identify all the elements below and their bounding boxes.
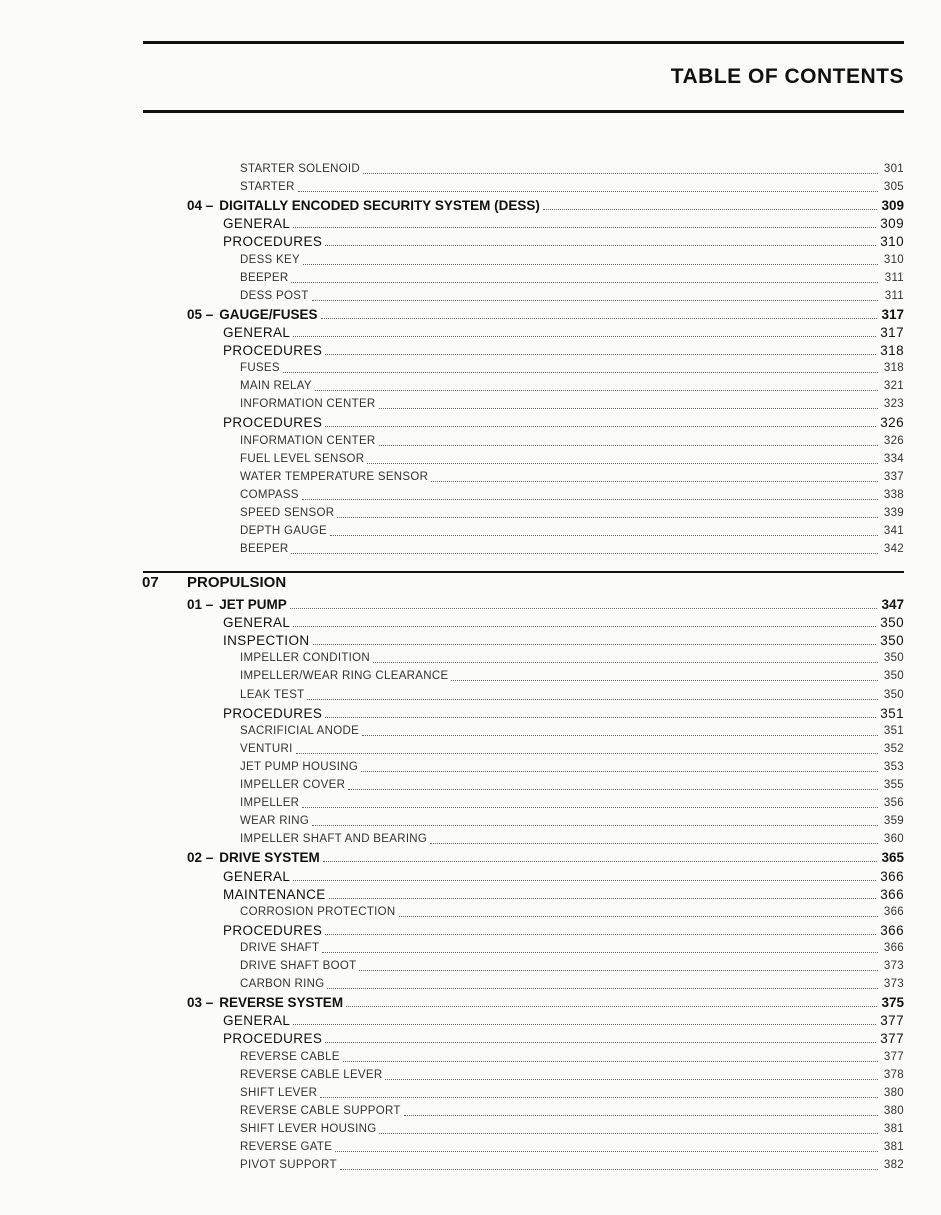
dot-leader bbox=[307, 698, 878, 700]
toc-entry[interactable] bbox=[240, 521, 904, 539]
dot-leader bbox=[322, 951, 878, 953]
toc-entry-page: 350 bbox=[883, 670, 904, 683]
toc-entry-label: REVERSE GATE bbox=[240, 1141, 333, 1153]
toc-entry-page: 380 bbox=[883, 1104, 904, 1117]
dot-leader bbox=[335, 1150, 878, 1152]
dot-leader bbox=[293, 226, 876, 228]
toc-entry-page: 310 bbox=[883, 253, 904, 266]
toc-entry-label: IMPELLER/WEAR RING CLEARANCE bbox=[240, 670, 449, 683]
toc-entry[interactable] bbox=[240, 685, 904, 703]
toc-entry-page: 317 bbox=[881, 306, 904, 322]
toc-entry[interactable] bbox=[240, 358, 904, 376]
toc-entry-page: 355 bbox=[883, 779, 904, 791]
dot-leader bbox=[543, 208, 878, 210]
dot-leader bbox=[363, 172, 878, 174]
toc-entry-label: JET PUMP HOUSING bbox=[240, 760, 359, 773]
toc-entry[interactable] bbox=[240, 485, 904, 503]
toc-entry[interactable] bbox=[223, 920, 904, 938]
header-top-rule bbox=[143, 41, 904, 44]
toc-entry[interactable] bbox=[187, 195, 904, 213]
toc-entry-page: 337 bbox=[883, 470, 904, 483]
dot-leader bbox=[404, 1114, 878, 1116]
dot-leader bbox=[293, 625, 876, 627]
toc-entry-label: INSPECTION bbox=[223, 633, 310, 649]
toc-entry-label: PROCEDURES bbox=[223, 1031, 323, 1047]
dot-leader bbox=[330, 534, 878, 536]
toc-entry-label: WATER TEMPERATURE SENSOR bbox=[240, 470, 429, 483]
toc-entry-label: PIVOT SUPPORT bbox=[240, 1159, 337, 1172]
toc-entry-page: 375 bbox=[881, 995, 904, 1011]
toc-entry-label: PROCEDURES bbox=[223, 234, 323, 250]
toc-entry-label: MAIN RELAY bbox=[240, 380, 312, 393]
dot-leader bbox=[323, 860, 878, 862]
toc-entry-label: GAUGE/FUSES bbox=[219, 306, 318, 322]
dot-leader bbox=[312, 824, 878, 826]
toc-entry-page: 347 bbox=[881, 597, 904, 612]
toc-entry[interactable] bbox=[240, 739, 904, 757]
toc-entry-label: MAINTENANCE bbox=[223, 886, 326, 902]
dot-leader bbox=[290, 607, 878, 609]
toc-entry-page: 381 bbox=[883, 1122, 904, 1135]
toc-entry-page: 352 bbox=[883, 742, 904, 755]
toc-entry-label: BEEPER bbox=[240, 271, 289, 284]
dot-leader bbox=[291, 552, 878, 554]
toc-entry[interactable] bbox=[240, 721, 904, 739]
toc-entry-number: 02 – bbox=[187, 850, 214, 866]
toc-entry-label: FUSES bbox=[240, 362, 280, 375]
toc-entry-label: REVERSE CABLE SUPPORT bbox=[240, 1104, 401, 1117]
toc-entry[interactable] bbox=[240, 431, 904, 449]
header-bottom-rule bbox=[143, 110, 904, 113]
toc-entry-page: 373 bbox=[883, 960, 904, 972]
dot-leader bbox=[325, 425, 876, 427]
toc-entry-page: 311 bbox=[884, 271, 904, 284]
toc-entry[interactable] bbox=[240, 159, 904, 177]
page-title: TABLE OF CONTENTS bbox=[670, 65, 904, 88]
dot-leader bbox=[291, 281, 878, 283]
toc-entry[interactable] bbox=[240, 811, 904, 829]
toc-entry-page: 366 bbox=[880, 868, 904, 884]
toc-entry-label: DESS KEY bbox=[240, 253, 300, 266]
toc-entry-label: STARTER bbox=[240, 181, 295, 194]
dot-leader bbox=[315, 389, 878, 391]
toc-entry-label: SACRIFICIAL ANODE bbox=[240, 724, 360, 737]
toc-entry-page: 338 bbox=[883, 488, 904, 501]
toc-entry-page: 359 bbox=[883, 815, 904, 828]
toc-entry-page: 318 bbox=[883, 362, 904, 375]
toc-entry[interactable] bbox=[223, 1028, 904, 1046]
toc-entry-page: 356 bbox=[883, 797, 904, 810]
toc-entry-page: 350 bbox=[883, 688, 904, 701]
toc-entry-label: REVERSE CABLE bbox=[240, 1050, 340, 1063]
dot-leader bbox=[302, 498, 878, 500]
dot-leader bbox=[451, 679, 878, 681]
dot-leader bbox=[348, 788, 878, 790]
toc-entry-page: 360 bbox=[883, 833, 904, 846]
toc-entry-page: 350 bbox=[880, 615, 904, 631]
toc-entry-page: 366 bbox=[880, 922, 904, 938]
dot-leader bbox=[337, 516, 878, 518]
toc-entry-label: SPEED SENSOR bbox=[240, 506, 335, 519]
toc-entry[interactable] bbox=[240, 503, 904, 521]
toc-entry-label: PROCEDURES bbox=[223, 415, 323, 431]
dot-leader bbox=[385, 1078, 878, 1080]
toc-entry-page: 351 bbox=[880, 705, 904, 721]
dot-leader bbox=[379, 444, 878, 446]
toc-entry-page: 351 bbox=[883, 724, 904, 737]
dot-leader bbox=[325, 244, 876, 246]
toc-entry-page: 309 bbox=[880, 216, 904, 232]
toc-entry-page: 381 bbox=[883, 1141, 904, 1153]
toc-entry-label: INFORMATION CENTER bbox=[240, 398, 376, 411]
toc-entry-page: 350 bbox=[880, 633, 904, 649]
dot-leader bbox=[359, 969, 878, 971]
toc-entry-label: DEPTH GAUGE bbox=[240, 525, 328, 537]
toc-entry-page: 326 bbox=[880, 415, 904, 431]
toc-entry-label: COMPASS bbox=[240, 488, 299, 501]
toc-entry[interactable] bbox=[240, 467, 904, 485]
dot-leader bbox=[327, 987, 878, 989]
toc-entry[interactable] bbox=[223, 884, 904, 902]
chapter-rule bbox=[143, 571, 904, 573]
dot-leader bbox=[340, 1168, 878, 1170]
toc-entry-page: 366 bbox=[880, 886, 904, 902]
toc-entry-label: BEEPER bbox=[240, 543, 289, 556]
toc-entry-page: 353 bbox=[883, 760, 904, 773]
toc-entry[interactable] bbox=[240, 286, 904, 304]
toc-entry-page: 318 bbox=[880, 343, 904, 358]
toc-entry[interactable] bbox=[223, 866, 904, 884]
toc-entry[interactable] bbox=[240, 1047, 904, 1065]
toc-entry[interactable] bbox=[223, 612, 904, 630]
dot-leader bbox=[329, 897, 877, 899]
toc-entry-page: 377 bbox=[880, 1013, 904, 1029]
toc-entry-page: 339 bbox=[883, 506, 904, 519]
dot-leader bbox=[379, 407, 878, 409]
toc-entry-label: PROCEDURES bbox=[223, 343, 323, 358]
toc-entry[interactable] bbox=[223, 412, 904, 430]
dot-leader bbox=[293, 879, 876, 881]
toc-entry-label: LEAK TEST bbox=[240, 688, 305, 701]
toc-entry-label: IMPELLER SHAFT AND BEARING bbox=[240, 833, 428, 846]
toc-entry-page: 326 bbox=[883, 434, 904, 447]
toc-entry-number: 04 – bbox=[187, 198, 214, 214]
toc-entry-label: IMPELLER COVER bbox=[240, 779, 346, 791]
dot-leader bbox=[361, 770, 878, 772]
toc-entry-label: DESS POST bbox=[240, 289, 309, 302]
toc-entry[interactable] bbox=[240, 1065, 904, 1083]
dot-leader bbox=[431, 480, 878, 482]
toc-entry-label: PROCEDURES bbox=[223, 922, 323, 938]
dot-leader bbox=[298, 190, 878, 192]
dot-leader bbox=[293, 1023, 876, 1025]
toc-entry-number: 03 – bbox=[187, 995, 214, 1011]
toc-entry[interactable] bbox=[240, 1101, 904, 1119]
dot-leader bbox=[302, 806, 878, 808]
toc-entry-label: GENERAL bbox=[223, 216, 291, 232]
toc-entry-page: 380 bbox=[883, 1086, 904, 1099]
dot-leader bbox=[343, 1060, 878, 1062]
toc-entry[interactable] bbox=[240, 938, 904, 956]
toc-entry-page: 341 bbox=[883, 525, 904, 537]
dot-leader bbox=[303, 263, 878, 265]
toc-entry-page: 377 bbox=[883, 1050, 904, 1063]
toc-entry-page: 301 bbox=[883, 163, 904, 175]
toc-entry[interactable] bbox=[223, 340, 904, 358]
chapter-title: PROPULSION bbox=[187, 574, 287, 591]
toc-entry[interactable] bbox=[187, 304, 904, 322]
toc-entry[interactable] bbox=[240, 268, 904, 286]
dot-leader bbox=[325, 933, 876, 935]
toc-entry[interactable] bbox=[223, 630, 904, 648]
toc-entry-label: INFORMATION CENTER bbox=[240, 434, 376, 447]
toc-entry[interactable] bbox=[240, 1137, 904, 1155]
toc-entry-number: 01 – bbox=[187, 597, 214, 612]
toc-entry-page: 373 bbox=[883, 978, 904, 991]
toc-entry[interactable] bbox=[240, 177, 904, 195]
toc-entry[interactable] bbox=[240, 648, 904, 666]
toc-entry-label: GENERAL bbox=[223, 324, 291, 340]
chapter-number: 07 bbox=[142, 574, 159, 591]
toc-entry[interactable] bbox=[223, 703, 904, 721]
toc-entry-page: 310 bbox=[880, 234, 904, 250]
dot-leader bbox=[399, 915, 878, 917]
toc-entry[interactable] bbox=[240, 250, 904, 268]
dot-leader bbox=[296, 752, 878, 754]
toc-entry-label: WEAR RING bbox=[240, 815, 310, 828]
toc-entry-label: STARTER SOLENOID bbox=[240, 163, 361, 175]
toc-entry[interactable] bbox=[240, 793, 904, 811]
toc-entry-page: 342 bbox=[883, 543, 904, 556]
toc-entry-label: IMPELLER CONDITION bbox=[240, 652, 371, 665]
toc-entry[interactable] bbox=[240, 757, 904, 775]
toc-entry[interactable] bbox=[240, 666, 904, 684]
toc-entry-page: 350 bbox=[883, 652, 904, 665]
toc-entry-page: 377 bbox=[880, 1031, 904, 1047]
toc-entry-page: 317 bbox=[880, 324, 904, 340]
toc-entry[interactable] bbox=[240, 1119, 904, 1137]
toc-entry-page: 365 bbox=[881, 850, 904, 866]
dot-leader bbox=[346, 1005, 877, 1007]
toc-entry-label: DRIVE SHAFT bbox=[240, 941, 320, 954]
toc-entry-label: FUEL LEVEL SENSOR bbox=[240, 452, 365, 465]
toc-entry-label: PROCEDURES bbox=[223, 705, 323, 721]
toc-entry[interactable] bbox=[223, 322, 904, 340]
toc-entry-label: REVERSE SYSTEM bbox=[219, 995, 344, 1011]
dot-leader bbox=[320, 1096, 878, 1098]
toc-entry-label: JET PUMP bbox=[219, 597, 287, 612]
toc-entry-page: 378 bbox=[883, 1068, 904, 1081]
dot-leader bbox=[373, 661, 878, 663]
toc-entry-page: 321 bbox=[883, 380, 904, 393]
toc-entry-label: IMPELLER bbox=[240, 797, 300, 810]
dot-leader bbox=[313, 643, 877, 645]
dot-leader bbox=[325, 353, 876, 355]
toc-entry-page: 366 bbox=[883, 941, 904, 954]
toc-entry-label: SHIFT LEVER bbox=[240, 1086, 318, 1099]
toc-entry-page: 305 bbox=[883, 181, 904, 194]
dot-leader bbox=[312, 299, 878, 301]
toc-entry[interactable] bbox=[240, 376, 904, 394]
toc-entry-label: REVERSE CABLE LEVER bbox=[240, 1068, 383, 1081]
dot-leader bbox=[367, 462, 878, 464]
toc-entry[interactable] bbox=[240, 775, 904, 793]
dot-leader bbox=[362, 734, 878, 736]
toc-entry-label: CORROSION PROTECTION bbox=[240, 905, 396, 918]
toc-entry-page: 323 bbox=[883, 398, 904, 411]
toc-entry[interactable] bbox=[240, 829, 904, 847]
dot-leader bbox=[293, 335, 876, 337]
toc-entry[interactable] bbox=[223, 213, 904, 231]
toc-entry[interactable] bbox=[240, 539, 904, 557]
toc-entry[interactable] bbox=[240, 394, 904, 412]
toc-entry-label: GENERAL bbox=[223, 868, 291, 884]
dot-leader bbox=[325, 716, 876, 718]
toc-entry-page: 366 bbox=[883, 905, 904, 918]
toc-entry[interactable] bbox=[223, 231, 904, 249]
toc-entry[interactable] bbox=[240, 902, 904, 920]
dot-leader bbox=[321, 317, 878, 319]
toc-entry[interactable] bbox=[187, 992, 904, 1010]
toc-entry[interactable] bbox=[187, 847, 904, 865]
toc-entry[interactable] bbox=[240, 1155, 904, 1173]
toc-entry[interactable] bbox=[240, 1083, 904, 1101]
toc-entry-label: CARBON RING bbox=[240, 978, 325, 991]
toc-entry-label: VENTURI bbox=[240, 742, 293, 755]
toc-entry-label: GENERAL bbox=[223, 1013, 291, 1029]
toc-entry[interactable] bbox=[240, 956, 904, 974]
toc-entry-label: DIGITALLY ENCODED SECURITY SYSTEM (DESS) bbox=[219, 198, 540, 214]
toc-entry-page: 309 bbox=[881, 198, 904, 214]
toc-entry-label: SHIFT LEVER HOUSING bbox=[240, 1122, 377, 1135]
toc-entry-label: DRIVE SHAFT BOOT bbox=[240, 960, 357, 972]
toc-entry[interactable] bbox=[240, 449, 904, 467]
toc-entry[interactable] bbox=[240, 974, 904, 992]
toc-entry-page: 311 bbox=[884, 289, 904, 302]
toc-entry[interactable] bbox=[187, 594, 904, 612]
dot-leader bbox=[430, 842, 878, 844]
toc-entry[interactable] bbox=[223, 1010, 904, 1028]
dot-leader bbox=[325, 1041, 876, 1043]
dot-leader bbox=[283, 371, 878, 373]
toc-entry-label: DRIVE SYSTEM bbox=[219, 850, 320, 866]
dot-leader bbox=[379, 1132, 878, 1134]
toc-entry-label: GENERAL bbox=[223, 615, 291, 631]
toc-entry-page: 334 bbox=[883, 452, 904, 465]
toc-entry-number: 05 – bbox=[187, 306, 214, 322]
toc-entry-page: 382 bbox=[883, 1159, 904, 1172]
